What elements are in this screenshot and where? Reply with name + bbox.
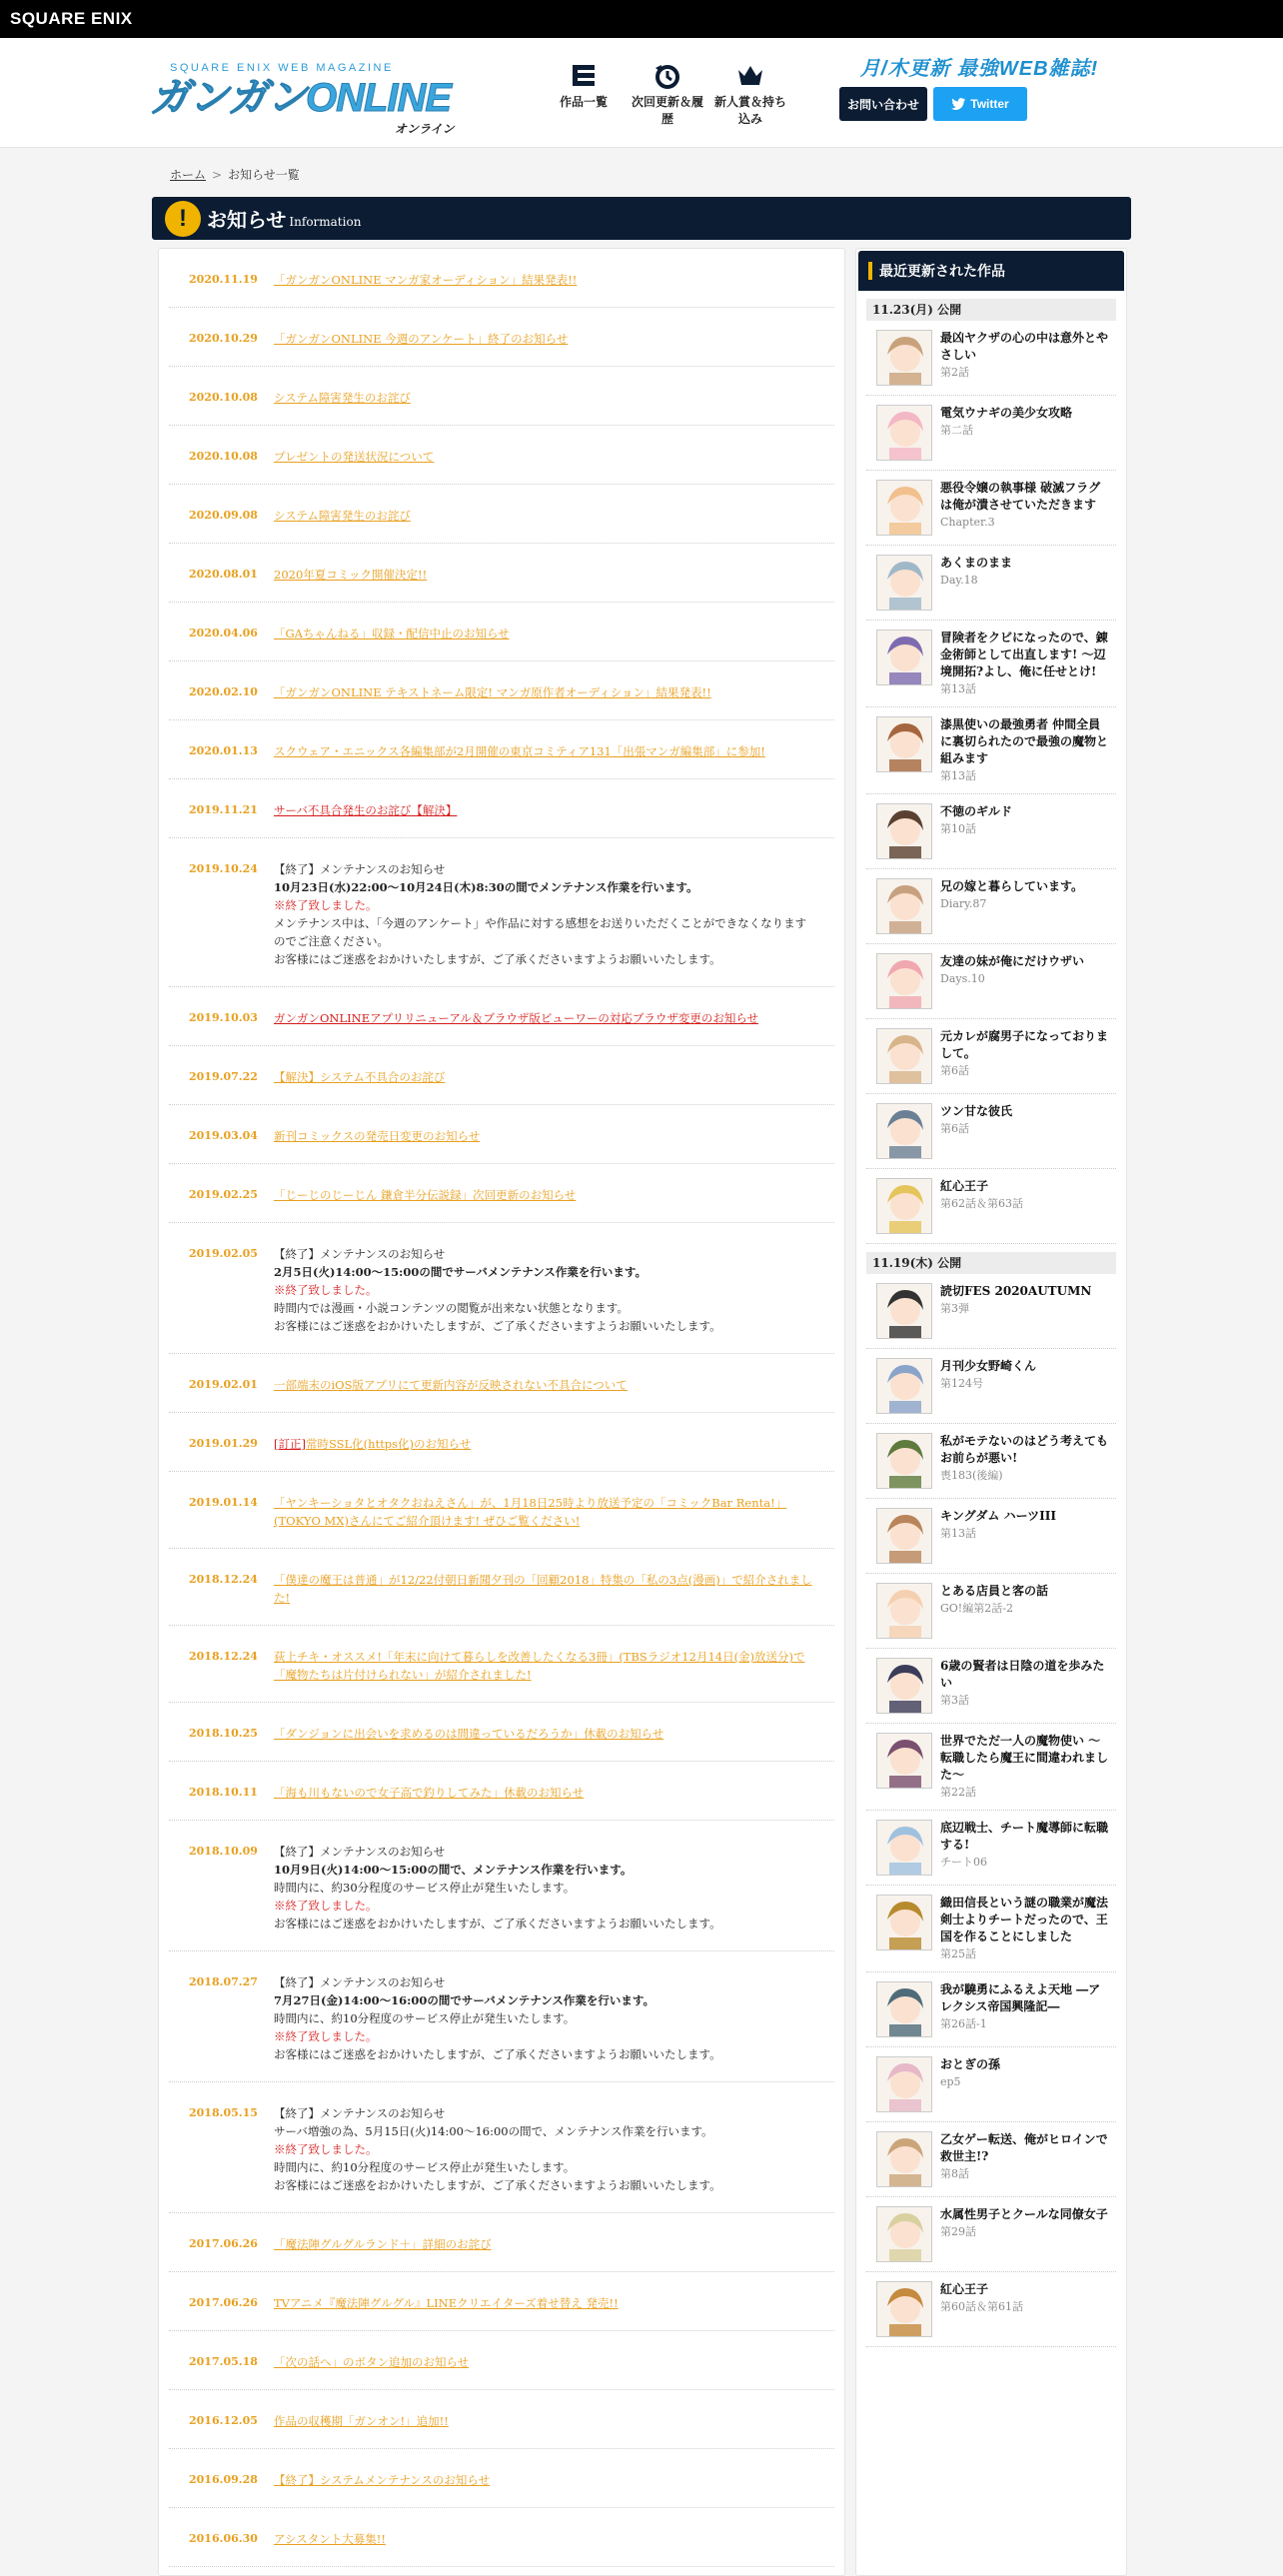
news-line: 10月23日(水)22:00～10月24日(木)8:30の間でメンテナンス作業を行います。 <box>274 880 698 894</box>
work-chapter: 第26話-1 <box>940 2017 987 2030</box>
news-body <box>274 1494 814 1530</box>
news-body <box>274 2104 721 2194</box>
work-title[interactable]: 織田信長という謎の職業が魔法剣士よりチートだったので、王国を作ることにしました <box>940 1896 1109 1943</box>
work-thumbnail[interactable] <box>876 1283 932 1339</box>
work-title[interactable]: とある店員と客の話 <box>940 1584 1049 1598</box>
work-thumbnail[interactable] <box>876 1433 932 1489</box>
news-body <box>274 2530 386 2548</box>
nav-works-list[interactable] <box>544 62 624 111</box>
news-line: 2月5日(火)14:00～15:00の間でサーバメンテナンス作業を行います。 <box>274 1265 646 1279</box>
sidebar-work-item[interactable] <box>866 1424 1116 1499</box>
news-date: 2020.09.08 <box>189 509 258 522</box>
work-title[interactable]: 悪役令嬢の執事様 破滅フラグは俺が潰させていただきます <box>940 481 1101 512</box>
work-title[interactable]: 6歳の賢者は日陰の道を歩みたい <box>940 1659 1105 1690</box>
work-title[interactable]: 世界でただ一人の魔物使い ～転職したら魔王に間違われました～ <box>940 1734 1109 1782</box>
news-line: 【終了】メンテナンスのお知らせ <box>274 862 446 876</box>
news-item <box>169 1762 834 1821</box>
work-thumbnail[interactable] <box>876 1583 932 1639</box>
sidebar-work-item[interactable] <box>866 1574 1116 1649</box>
news-line: お客様にはご迷惑をおかけいたしますが、ご了承くださいますようお願いいたします。 <box>274 2047 721 2061</box>
news-date: 2017.06.26 <box>189 2237 258 2250</box>
square-enix-logo[interactable]: SQUARE ENIX <box>10 9 133 28</box>
sidebar-work-item[interactable] <box>866 2197 1116 2272</box>
news-item <box>169 426 834 485</box>
news-body <box>274 1725 663 1743</box>
logo-subtitle: SQUARE ENIX WEB MAGAZINE <box>170 62 394 74</box>
news-date: 2018.07.27 <box>189 1975 258 1988</box>
sidebar-work-item[interactable] <box>866 1349 1116 1424</box>
grid-icon <box>570 62 598 90</box>
work-chapter: 第3弾 <box>940 1302 969 1315</box>
work-title[interactable]: キングダム ハーツIII <box>940 1509 1056 1523</box>
news-line: ※終了致しました。 <box>274 2142 378 2156</box>
news-link[interactable]: 「海も川もないので女子高で釣りしてみた」休載のお知らせ <box>274 1786 585 1800</box>
contact-button[interactable]: お問い合わせ <box>839 87 927 121</box>
news-link[interactable]: プレゼントの発送状況について <box>274 450 435 464</box>
exclamation-icon: ! <box>165 201 201 237</box>
news-line: 時間内に、約10分程度のサービス停止が発生いたします。 <box>274 2011 576 2025</box>
news-body <box>274 1376 628 1394</box>
news-body <box>274 566 427 584</box>
work-thumbnail[interactable] <box>876 2131 932 2187</box>
work-title[interactable]: おとぎの孫 <box>940 2057 1001 2071</box>
news-item <box>169 1105 834 1164</box>
news-item <box>169 661 834 720</box>
sidebar-work-item[interactable] <box>866 1274 1116 1349</box>
news-item <box>169 1549 834 1626</box>
work-chapter: 第22話 <box>940 1786 976 1799</box>
news-date: 2020.11.19 <box>189 273 258 286</box>
news-item <box>169 987 834 1046</box>
news-body <box>274 1973 721 2063</box>
work-thumbnail[interactable] <box>876 1981 932 2037</box>
news-link[interactable]: システム障害発生のお詫び <box>274 391 411 405</box>
news-body <box>274 448 434 466</box>
sidebar-work-item[interactable] <box>866 1499 1116 1574</box>
sidebar-work-item[interactable] <box>866 546 1116 621</box>
news-body <box>274 330 568 348</box>
work-chapter: Chapter.3 <box>940 516 995 529</box>
sidebar-day-header: 11.23(月) 公開 <box>866 299 1116 321</box>
news-body <box>274 2353 469 2371</box>
news-line: お客様にはご迷惑をおかけいたしますが、ご了承くださいますようお願いいたします。 <box>274 952 721 966</box>
news-link[interactable]: 常時SSL化(https化)のお知らせ <box>305 1437 472 1451</box>
twitter-label: Twitter <box>970 97 1009 111</box>
work-thumbnail[interactable] <box>876 1658 932 1714</box>
news-item <box>169 2508 834 2567</box>
news-link[interactable]: 「じーじのじーじん 鎌倉半分伝説録」次回更新のお知らせ <box>274 1188 577 1202</box>
news-line: 時間内に、約30分程度のサービス停止が発生いたします。 <box>274 1881 576 1895</box>
page-title-bar <box>152 197 1131 240</box>
work-title[interactable]: 兄の嫁と暮らしています。 <box>940 879 1084 893</box>
news-item <box>169 544 834 603</box>
news-date: 2020.10.08 <box>189 391 258 404</box>
nav-next-update[interactable] <box>628 62 707 128</box>
news-date: 2018.12.24 <box>189 1573 258 1586</box>
news-item <box>169 603 834 661</box>
work-title[interactable]: 読切FES 2020AUTUMN <box>940 1284 1092 1298</box>
news-body <box>274 2235 492 2253</box>
work-thumbnail[interactable] <box>876 1820 932 1876</box>
news-line: 時間内では漫画・小説コンテンツの閲覧が出来ない状態となります。 <box>274 1301 630 1315</box>
sidebar-work-item[interactable] <box>866 1886 1116 1972</box>
news-line: 【終了】メンテナンスのお知らせ <box>274 2106 446 2120</box>
news-item <box>169 1164 834 1223</box>
news-date: 2019.10.03 <box>189 1011 258 1024</box>
news-date: 2019.02.01 <box>189 1378 258 1391</box>
news-body <box>274 507 411 525</box>
sidebar-work-item[interactable] <box>866 2047 1116 2122</box>
news-item <box>169 2272 834 2331</box>
news-date: 2016.12.05 <box>189 2414 258 2427</box>
work-title[interactable]: 最凶ヤクザの心の中は意外とやさしい <box>940 331 1109 362</box>
news-date: 2020.08.01 <box>189 568 258 581</box>
work-thumbnail[interactable] <box>876 480 932 536</box>
news-body <box>274 2471 490 2489</box>
sidebar-work-item[interactable] <box>866 621 1116 707</box>
nav-next-update-label: 次回更新＆履歴 <box>631 95 703 126</box>
work-chapter: 第6話 <box>940 1064 969 1077</box>
breadcrumb-separator: > <box>212 168 223 182</box>
news-item <box>169 1223 834 1354</box>
work-title[interactable]: 底辺戦士、チート魔導師に転職する! <box>940 1821 1109 1852</box>
work-chapter: 第8話 <box>940 2167 969 2180</box>
news-line: メンテナンス中は、「今週のアンケート」や作品に対する感想をお送りいただくことができなくなりますのでご注意ください。 <box>274 916 807 948</box>
news-line: お客様にはご迷惑をおかけいたしますが、ご了承くださいますようお願いいたします。 <box>274 1319 721 1333</box>
sidebar-heading <box>858 251 1124 291</box>
work-chapter: 第6話 <box>940 1122 969 1135</box>
work-thumbnail[interactable] <box>876 803 932 859</box>
tagline: 月/木更新 最強WEB雑誌! <box>859 58 1099 80</box>
news-body <box>274 1435 471 1453</box>
work-title[interactable]: 月刊少女野崎くん <box>940 1359 1037 1373</box>
news-line: 【終了】メンテナンスのお知らせ <box>274 1247 446 1261</box>
work-thumbnail[interactable] <box>876 555 932 611</box>
work-chapter: 第124号 <box>940 1377 983 1390</box>
sidebar-day-header: 11.19(木) 公開 <box>866 1252 1116 1274</box>
news-body <box>274 1571 814 1607</box>
news-line: お客様にはご迷惑をおかけいたしますが、ご了承くださいますようお願いいたします。 <box>274 2178 721 2192</box>
work-chapter: 第60話＆第61話 <box>940 2300 1023 2313</box>
news-line: 【終了】メンテナンスのお知らせ <box>274 1975 446 1989</box>
sidebar-work-item[interactable] <box>866 1972 1116 2047</box>
work-chapter: GO!編第2話-2 <box>940 1602 1013 1615</box>
news-body <box>274 1843 721 1932</box>
news-date: 2020.10.08 <box>189 450 258 463</box>
news-date: 2019.02.25 <box>189 1188 258 1201</box>
work-title[interactable]: 冒険者をクビになったので、錬金術師として出直します! ～辺境開拓?よし、俺に任せとけ! <box>940 631 1108 678</box>
top-bar <box>0 0 1283 38</box>
news-link[interactable]: 作品の収穫期「ガンオン!」追加!! <box>274 2414 449 2428</box>
work-title[interactable]: 漆黒使いの最強勇者 仲間全員に裏切られたので最強の魔物と組みます <box>940 717 1109 765</box>
news-date: 2020.01.13 <box>189 744 258 757</box>
sidebar-work-item[interactable] <box>866 869 1116 944</box>
nav-newcomer-label: 新人賞＆持ち込み <box>713 95 786 126</box>
news-body <box>274 2412 449 2430</box>
news-body <box>274 1186 576 1204</box>
news-date: 2020.02.10 <box>189 685 258 698</box>
news-item <box>169 2082 834 2213</box>
news-date: 2017.05.18 <box>189 2355 258 2368</box>
news-date: 2016.09.28 <box>189 2473 258 2486</box>
news-item <box>169 1472 834 1549</box>
news-date: 2019.01.14 <box>189 1496 258 1509</box>
sidebar-work-item[interactable] <box>866 1094 1116 1169</box>
news-body <box>274 2294 619 2312</box>
news-item <box>169 779 834 838</box>
work-title[interactable]: 電気ウナギの美少女攻略 <box>940 406 1073 420</box>
news-date: 2018.10.11 <box>189 1786 258 1799</box>
work-title[interactable]: 友達の妹が俺にだけウザい <box>940 954 1085 968</box>
work-chapter: 第2話 <box>940 366 969 379</box>
news-line: お客様にはご迷惑をおかけいたしますが、ご了承くださいますようお願いいたします。 <box>274 1917 721 1931</box>
sidebar-work-item[interactable] <box>866 1811 1116 1886</box>
news-date: 2019.11.21 <box>189 803 258 816</box>
work-thumbnail[interactable] <box>876 1028 932 1084</box>
news-date: 2019.03.04 <box>189 1129 258 1142</box>
news-date: 2019.01.29 <box>189 1437 258 1450</box>
breadcrumb <box>170 166 300 183</box>
page-title-en: Information <box>289 214 362 229</box>
work-title[interactable]: 紅心王子 <box>940 1179 989 1193</box>
news-date: 2016.06.30 <box>189 2532 258 2545</box>
work-title[interactable]: ツン甘な彼氏 <box>940 1104 1013 1118</box>
news-date: 2018.10.25 <box>189 1727 258 1740</box>
work-title[interactable]: 紅心王子 <box>940 2282 989 2296</box>
news-link[interactable]: 一部端末のiOS版アプリにて更新内容が反映されない不具合について <box>274 1378 628 1392</box>
logo-title: ガンガンONLINE <box>150 76 452 120</box>
news-body <box>274 1009 758 1027</box>
news-body <box>274 1245 721 1335</box>
news-item <box>169 249 834 308</box>
sidebar-work-item[interactable] <box>866 707 1116 794</box>
news-line: 10月9日(火)14:00～15:00の間で、メンテナンス作業を行います。 <box>274 1863 633 1877</box>
news-body <box>274 683 711 701</box>
news-line: 7月27日(金)14:00～16:00の間でサーバメンテナンス作業を行います。 <box>274 1993 654 2007</box>
news-body <box>274 1648 814 1684</box>
news-line: 時間内に、約10分程度のサービス停止が発生いたします。 <box>274 2160 576 2174</box>
work-chapter: Day.18 <box>940 574 978 587</box>
work-chapter: 喪183(後編) <box>940 1469 1003 1482</box>
news-link[interactable]: 「ガンガンONLINE 今週のアンケート」終了のお知らせ <box>274 332 569 346</box>
news-item <box>169 2331 834 2390</box>
news-body <box>274 1784 584 1802</box>
news-date: 2018.10.09 <box>189 1845 258 1858</box>
news-line: 【終了】メンテナンスのお知らせ <box>274 1845 446 1859</box>
work-title[interactable]: 乙女ゲー転送、俺がヒロインで救世主!? <box>940 2132 1108 2163</box>
news-date: 2020.04.06 <box>189 627 258 640</box>
news-link[interactable]: 「GAちゃんねる」収録・配信中止のお知らせ <box>274 627 510 641</box>
news-link[interactable]: 「魔法陣グルグルランド＋」詳細のお詫び <box>274 2237 492 2251</box>
news-item <box>169 1413 834 1472</box>
work-chapter: ep5 <box>940 2075 961 2088</box>
sidebar-work-item[interactable] <box>866 471 1116 546</box>
sidebar-heading-text: 最近更新された作品 <box>879 264 1005 280</box>
news-link[interactable]: 「ガンガンONLINE マンガ家オーディション」結果発表!! <box>274 273 578 287</box>
work-thumbnail[interactable] <box>876 1895 932 1950</box>
work-thumbnail[interactable] <box>876 1103 932 1159</box>
work-chapter: 第62話＆第63話 <box>940 1197 1023 1210</box>
sidebar-work-item[interactable] <box>866 2122 1116 2197</box>
work-chapter: 第二話 <box>940 424 973 437</box>
clock-refresh-icon <box>653 62 681 90</box>
news-item <box>169 1821 834 1951</box>
sidebar-work-item[interactable] <box>866 1019 1116 1094</box>
news-link[interactable]: 「ダンジョンに出会いを求めるのは間違っているだろうか」休載のお知らせ <box>274 1727 664 1741</box>
work-title[interactable]: 我が驍勇にふるえよ天地 ―アレクシス帝国興隆記― <box>940 1982 1101 2013</box>
header-right <box>839 52 1119 121</box>
work-title[interactable]: 水属性男子とクールな同僚女子 <box>940 2207 1108 2221</box>
crown-icon <box>736 62 764 90</box>
news-body <box>274 742 765 760</box>
sidebar-work-item[interactable] <box>866 396 1116 471</box>
news-item <box>169 1703 834 1762</box>
news-body <box>274 1127 480 1145</box>
nav-works-label: 作品一覧 <box>559 95 608 109</box>
news-line: ※終了致しました。 <box>274 1283 378 1297</box>
work-thumbnail[interactable] <box>876 953 932 1009</box>
news-link[interactable]: 「次の話へ」のボタン追加のお知らせ <box>274 2355 470 2369</box>
news-link[interactable]: 【解決】システム不具合のお詫び <box>274 1070 446 1084</box>
work-thumbnail[interactable] <box>876 878 932 934</box>
nav-newcomer-award[interactable] <box>710 62 790 128</box>
news-item <box>169 367 834 426</box>
news-date: 2017.06.26 <box>189 2296 258 2309</box>
work-chapter: 第13話 <box>940 769 976 782</box>
site-logo[interactable] <box>150 62 470 152</box>
news-link[interactable]: 「ヤンキーショタとオタクおねえさん」が、1月18日25時より放送予定の「コミックBar Renta!」(TOKYO MX)さんにてご紹介頂けます! ぜひご覧ください! <box>274 1496 787 1528</box>
work-chapter: Diary.87 <box>940 897 987 910</box>
work-chapter: チート06 <box>940 1856 987 1869</box>
news-link[interactable]: サーバ不具合発生のお詫び【解決】 <box>274 803 458 817</box>
sidebar-work-item[interactable] <box>866 2272 1116 2347</box>
news-link[interactable]: 「僕達の魔王は普通」が12/22付朝日新聞夕刊の「回顧2018」特集の「私の3点(漫画)」で紹介されました! <box>274 1573 812 1605</box>
news-line: ※終了致しました。 <box>274 898 378 912</box>
work-title[interactable]: 不徳のギルド <box>940 804 1012 818</box>
work-thumbnail[interactable] <box>876 330 932 386</box>
news-list <box>158 248 845 2576</box>
sidebar-work-item[interactable] <box>866 1724 1116 1811</box>
news-link[interactable]: 新刊コミックスの発売日変更のお知らせ <box>274 1129 481 1143</box>
news-date: 2019.02.05 <box>189 1247 258 1260</box>
news-body <box>274 1068 445 1086</box>
news-link[interactable]: アシスタント大募集!! <box>274 2532 386 2546</box>
twitter-button[interactable] <box>933 87 1027 121</box>
work-thumbnail[interactable] <box>876 716 932 772</box>
work-thumbnail[interactable] <box>876 630 932 685</box>
news-line: ※終了致しました。 <box>274 1899 378 1913</box>
news-date: 2019.07.22 <box>189 1070 258 1083</box>
sidebar-work-item[interactable] <box>866 794 1116 869</box>
news-link[interactable]: システム障害発生のお詫び <box>274 509 411 523</box>
work-chapter: Days.10 <box>940 972 985 985</box>
news-item <box>169 2213 834 2272</box>
logo-kana: オンライン <box>395 122 455 136</box>
news-link[interactable]: TVアニメ『魔法陣グルグル』LINEクリエイターズ着せ替え 発売!! <box>274 2296 619 2310</box>
work-chapter: 第10話 <box>940 822 976 835</box>
news-line: ※終了致しました。 <box>274 2029 378 2043</box>
news-body <box>274 625 510 643</box>
work-chapter: 第13話 <box>940 1527 976 1540</box>
news-correction-tag: [訂正] <box>274 1437 306 1451</box>
news-link[interactable]: 「ガンガンONLINE テキストネーム限定! マンガ原作者オーディション」結果発表!! <box>274 685 711 699</box>
sidebar-work-item[interactable] <box>866 1169 1116 1244</box>
news-item <box>169 720 834 779</box>
sidebar-work-item[interactable] <box>866 944 1116 1019</box>
news-item <box>169 838 834 987</box>
sidebar-work-item[interactable] <box>866 1649 1116 1724</box>
news-date: 2020.10.29 <box>189 332 258 345</box>
news-item <box>169 1951 834 2082</box>
news-body <box>274 271 577 289</box>
work-thumbnail[interactable] <box>876 2281 932 2337</box>
news-date: 2019.10.24 <box>189 862 258 875</box>
sidebar-work-item[interactable] <box>866 321 1116 396</box>
news-item <box>169 1354 834 1413</box>
site-header <box>0 38 1283 148</box>
news-body <box>274 860 814 968</box>
breadcrumb-home[interactable]: ホーム <box>170 168 207 182</box>
work-thumbnail[interactable] <box>876 1178 932 1234</box>
news-item <box>169 1626 834 1703</box>
news-item <box>169 308 834 367</box>
work-thumbnail[interactable] <box>876 405 932 461</box>
news-item <box>169 2449 834 2508</box>
work-thumbnail[interactable] <box>876 2056 932 2112</box>
news-body <box>274 389 411 407</box>
news-link[interactable]: 2020年夏コミック開催決定!! <box>274 568 428 582</box>
news-link[interactable]: 荻上チキ・オススメ!「年末に向けて暮らしを改善したくなる3冊」(TBSラジオ12月14日(金)放送分)で「魔物たちは片付けられない」が紹介されました! <box>274 1650 805 1682</box>
work-chapter: 第25話 <box>940 1947 976 1960</box>
news-link[interactable]: スクウェア・エニックス各編集部が2月開催の東京コミティア131「出張マンガ編集部」に参加! <box>274 744 765 758</box>
news-line: サーバ増強の為、5月15日(火)14:00～16:00の間で、メンテナンス作業を行います。 <box>274 2124 713 2138</box>
work-chapter: 第13話 <box>940 682 976 695</box>
work-title[interactable]: あくまのまま <box>940 556 1013 570</box>
news-link[interactable]: ガンガンONLINEアプリリニューアル＆ブラウザ版ビューワーの対応ブラウザ変更のお知らせ <box>274 1011 759 1025</box>
work-thumbnail[interactable] <box>876 2206 932 2262</box>
page-title: お知らせ <box>207 208 287 232</box>
news-item <box>169 485 834 544</box>
work-title[interactable]: 私がモテないのはどう考えてもお前らが悪い! <box>940 1434 1109 1465</box>
news-body <box>274 801 457 819</box>
news-link[interactable]: 【終了】システムメンテナンスのお知らせ <box>274 2473 491 2487</box>
news-date: 2018.05.15 <box>189 2106 258 2119</box>
work-thumbnail[interactable] <box>876 1508 932 1564</box>
news-date: 2018.12.24 <box>189 1650 258 1663</box>
news-item <box>169 2390 834 2449</box>
recent-updates-sidebar <box>855 248 1127 2576</box>
breadcrumb-current: お知らせ一覧 <box>228 168 300 182</box>
work-chapter: 第29話 <box>940 2225 976 2238</box>
news-item <box>169 1046 834 1105</box>
work-thumbnail[interactable] <box>876 1358 932 1414</box>
work-chapter: 第3話 <box>940 1694 969 1707</box>
work-thumbnail[interactable] <box>876 1733 932 1789</box>
work-title[interactable]: 元カレが腐男子になっておりまして。 <box>940 1029 1109 1060</box>
twitter-bird-icon <box>951 98 965 110</box>
